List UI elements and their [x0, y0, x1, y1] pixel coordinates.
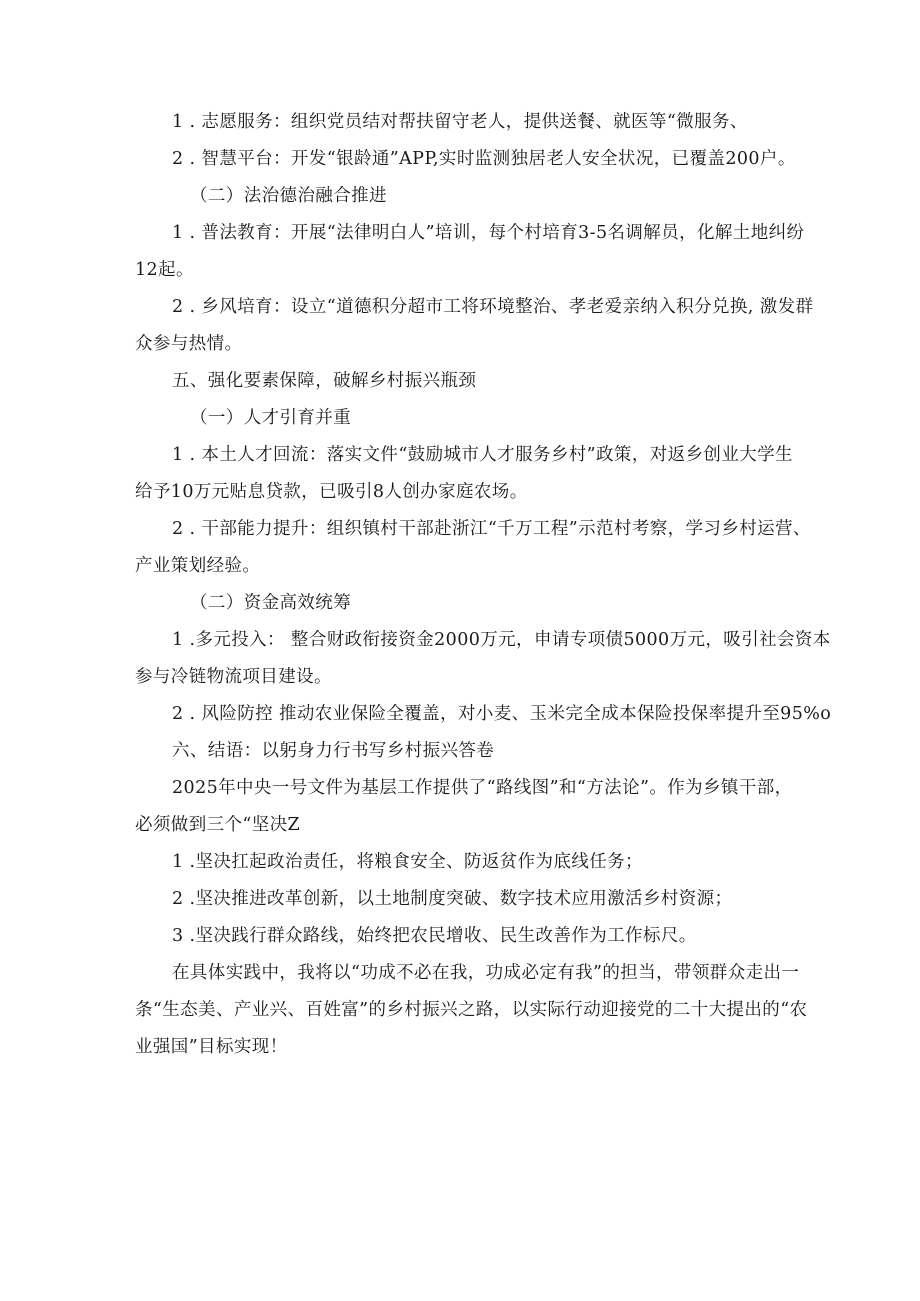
subsection-heading-talent: （一）人才引育并重	[190, 408, 352, 428]
list-item-diversified-investment-cont: 参与冷链物流项目建设。	[135, 667, 332, 687]
list-item-volunteer-service: 1 . 志愿服务：组织党员结对帮扶留守老人，提供送餐、就医等“微服务、	[172, 112, 748, 132]
list-item-resolve-1: 1 .坚决扛起政治责任，将粮食安全、防返贫作为底线任务；	[172, 852, 643, 872]
list-item-rural-customs-cont: 众参与热情。	[135, 334, 243, 354]
list-item-legal-education-cont: 12起。	[135, 260, 194, 280]
list-item-cadre-capacity-cont: 产业策划经验。	[135, 556, 261, 576]
paragraph-closing-cont-1: 条“生态美、产业兴、百姓富”的乡村振兴之路，以实际行动迎接党的二十大提出的“农	[135, 1000, 808, 1020]
list-item-risk-control: 2 . 风险防控 推动农业保险全覆盖，对小麦、玉米完全成本保险投保率提升至95%o	[172, 704, 832, 724]
paragraph-closing: 在具体实践中，我将以“功成不必在我，功成必定有我”的担当，带领群众走出一	[172, 963, 800, 983]
list-item-local-talent: 1 . 本土人才回流：落实文件“鼓励城市人才服务乡村”政策，对返乡创业大学生	[172, 445, 793, 465]
subsection-heading-rule-of-law: （二）法治德治融合推进	[190, 186, 387, 206]
list-item-resolve-2: 2 .坚决推进改革创新，以土地制度突破、数字技术应用激活乡村资源；	[172, 889, 733, 909]
subsection-heading-funding: （二）资金高效统筹	[190, 593, 352, 613]
list-item-smart-platform: 2 . 智慧平台：开发“银龄通”APP,实时监测独居老人安全状况，已覆盖200户。	[172, 149, 796, 169]
paragraph-conclusion-cont: 必须做到三个“坚决Z	[135, 815, 301, 835]
paragraph-conclusion: 2025年中央一号文件为基层工作提供了“路线图”和“方法论”。作为乡镇干部，	[172, 778, 793, 798]
paragraph-closing-cont-2: 业强国”目标实现！	[135, 1037, 288, 1057]
list-item-local-talent-cont: 给予10万元贴息贷款，已吸引8人创办家庭农场。	[135, 482, 528, 502]
section-heading-five: 五、强化要素保障，破解乡村振兴瓶颈	[172, 371, 477, 391]
list-item-diversified-investment: 1 .多元投入： 整合财政衔接资金2000万元，申请专项债5000万元，吸引社会资本	[172, 630, 831, 650]
list-item-legal-education: 1 . 普法教育：开展“法律明白人”培训，每个村培育3-5名调解员，化解土地纠纷	[172, 223, 805, 243]
section-heading-six: 六、结语：以躬身力行书写乡村振兴答卷	[172, 741, 495, 761]
list-item-resolve-3: 3 .坚决践行群众路线，始终把农民增收、民生改善作为工作标尺。	[172, 926, 697, 946]
list-item-cadre-capacity: 2 . 干部能力提升：组织镇村干部赴浙江“千万工程”示范村考察，学习乡村运营、	[172, 519, 811, 539]
list-item-rural-customs: 2 . 乡风培育：设立“道德积分超市工将环境整治、孝老爱亲纳入积分兑换, 激发群	[172, 297, 814, 317]
